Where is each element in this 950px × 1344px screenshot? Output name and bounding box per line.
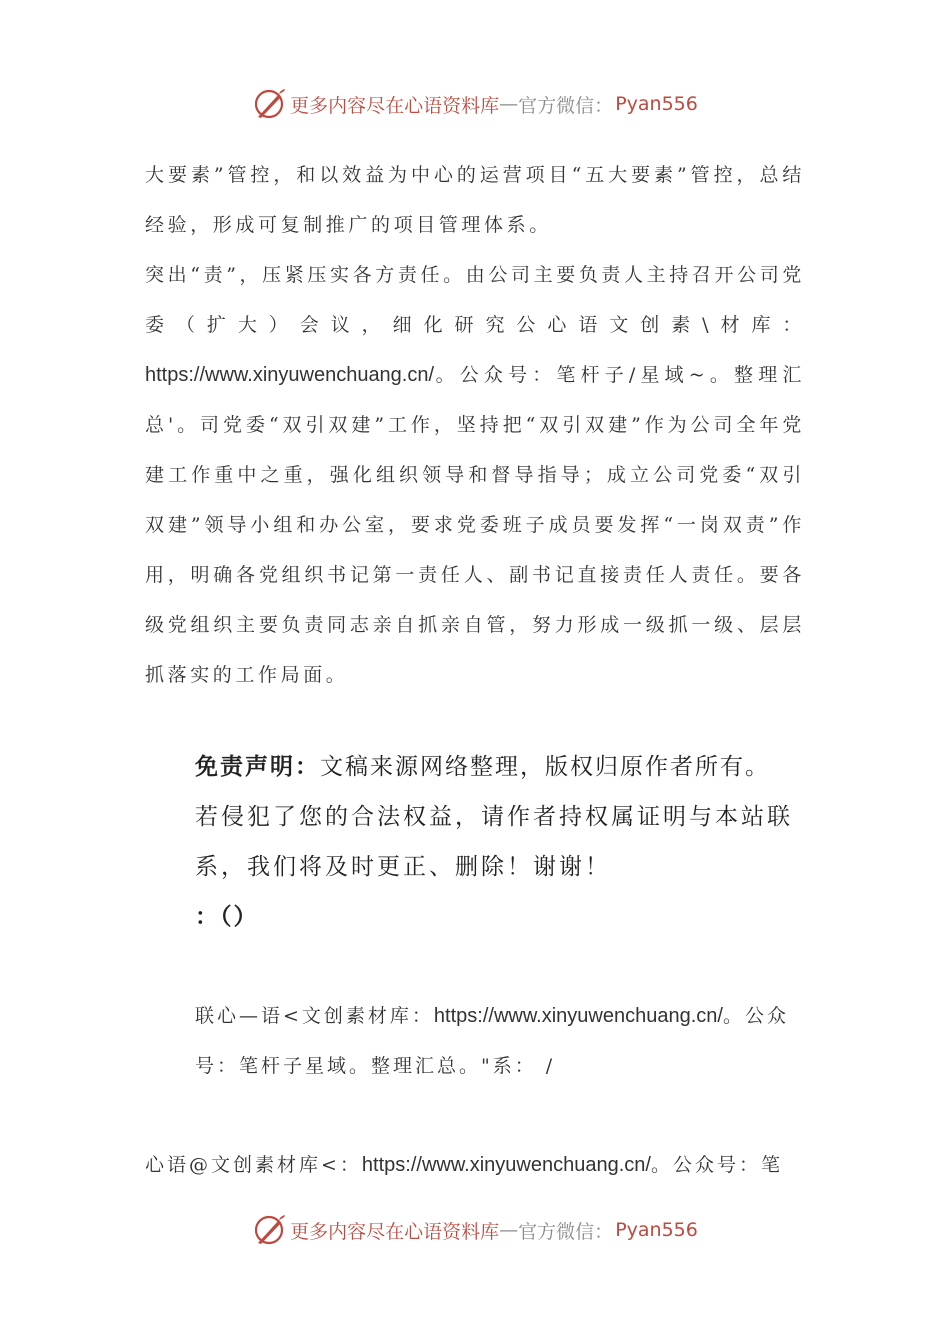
banner-wechat-label: 官方微信： — [518, 94, 614, 117]
contact-2-url[interactable]: https://www.xinyuwenchuang.cn/ — [361, 1154, 651, 1176]
banner-dash: — — [499, 93, 519, 115]
paragraph-2-part-a: 突出“责”，压紧压实各方责任。由公司主要负责人主持召开公司党委（扩大）会议，细化研究公心语文创素\材库： — [145, 264, 805, 336]
banner-title: 更多内容尽在心语资料库 — [290, 94, 500, 117]
banner-dash: — — [499, 1219, 519, 1241]
paragraph-1: 大要素”管控，和以效益为中心的运营项目“五大要素”管控，总结经验，形成可复制推广的项目管理体系。 — [145, 164, 805, 236]
banner-wechat-label: 官方微信： — [518, 1220, 614, 1243]
disclaimer-line-1 — [145, 742, 805, 792]
document-body — [145, 150, 805, 700]
contact-block-1 — [145, 991, 805, 1091]
disclaimer — [145, 742, 805, 942]
banner-wechat-id: Pyan556 — [615, 93, 698, 115]
contact-block-2 — [145, 1140, 805, 1190]
paragraph-2-url[interactable]: https://www.xinyuwenchuang.cn/ — [145, 364, 435, 386]
paragraph-2 — [145, 250, 805, 700]
banner-title: 更多内容尽在心语资料库 — [290, 1220, 500, 1243]
contact-2-suffix: 。公众号：笔 — [650, 1154, 783, 1176]
contact-2-prefix: 心语@文创素材库<： — [145, 1154, 362, 1176]
disclaimer-text-1: 文稿来源网络整理，版权归原作者所有。 — [320, 754, 770, 780]
contact-1-prefix: 联心—语<文创素材库： — [195, 1005, 434, 1027]
header-banner — [0, 84, 950, 124]
contact-1-url[interactable]: https://www.xinyuwenchuang.cn/ — [433, 1005, 723, 1027]
disclaimer-line-3: ：（） — [195, 904, 259, 930]
quill-logo-icon — [252, 1213, 286, 1247]
contact-2-line — [145, 1140, 805, 1190]
disclaimer-lead: 免责声明： — [195, 754, 320, 780]
paragraph-2-part-b: 。公众号：笔杆子/星域~。整理汇总'。司党委“双引双建”工作，坚持把“双引双建”作为公司全年党建工作重中之重，强化组织领导和督导指导；成立公司党委“双引双建”领导小组和办公室，要求党委班子成员要发挥“一岗双责”作用，明确各党组织书记第一责任人、副书记直接责任人责任。要各级党组织主要负责同志亲自抓亲自管，努力形成一级抓一级、层层抓落实的工作局面。 — [145, 364, 805, 686]
banner-wechat-id: Pyan556 — [615, 1219, 698, 1241]
disclaimer-line-2: 若侵犯了您的合法权益，请作者持权属证明与本站联系，我们将及时更正、删除！谢谢！ — [195, 804, 793, 880]
contact-1-suffix: 。公众号：笔杆子星域。整理汇总。"系： / — [195, 1005, 789, 1077]
contact-1-line — [145, 991, 805, 1091]
quill-logo-icon — [252, 87, 286, 121]
footer-banner — [0, 1210, 950, 1250]
